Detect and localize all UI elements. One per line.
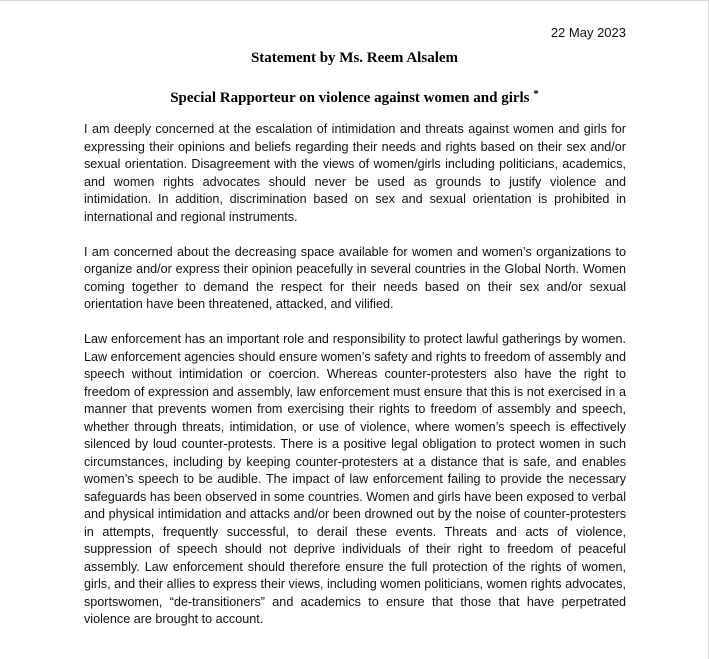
subtitle-text: Special Rapporteur on violence against women and girls <box>170 90 530 106</box>
paragraph: I am concerned about the decreasing space available for women and women’s organizations to organize and/or express their opinion peacefully in several countries in the Global North. Women coming together to demand the respect for their needs based on their sex and/or sexual orientation have been threatened, attacked, and vilified. <box>84 244 626 311</box>
paragraph: I am deeply concerned at the escalation of intimidation and threats against women and girls for expressing their opinions and beliefs regarding their needs and rights based on their sex and/or sexual orientation. Disagreement with the views of women/girls including politicians, academics, and women rights advocates should never be used as grounds to justify violence and intimidation. In addition, discrimination based on sex and sexual orientation is prohibited in international and regional instruments. <box>84 122 626 224</box>
footnote-mark: * <box>533 88 539 100</box>
document-body <box>84 121 626 646</box>
document-title: Statement by Ms. Reem Alsalem <box>250 50 459 66</box>
document-date: 22 May 2023 <box>550 25 626 40</box>
paragraph: Law enforcement has an important role and responsibility to protect lawful gatherings by women. Law enforcement agencies should ensure women’s safety and rights to freedom of assembly and speech without intimidation or coercion. Whereas counter-protesters also have the right to freedom of expression and assembly, law enforcement must ensure that this is not exercised in a manner that prevents women from exercising their rights to freedom of assembly and speech, whether through threats, intimidation, or use of violence, where women’s speech is effectively silenced by loud counter-protests. There is a positive legal obligation to protect women in such circumstances, including by keeping counter-protesters at a distance that is safe, and enables women’s speech to be audible. The impact of law enforcement failing to provide the necessary safeguards has been observed in some countries. Women and girls have been exposed to verbal and physical intimidation and attacks and/or been drowned out by the noise of counter-protesters in attempts, frequently successful, to derail these events. Threats and acts of violence, suppression of speech should not deprive individuals of their right to freedom of peaceful assembly. Law enforcement should therefore ensure the full protection of the rights of women, girls, and their allies to express their views, including women politicians, women rights advocates, sportswomen, “de-transitioners” and academics to ensure that those that have perpetrated violence are brought to account. <box>84 332 626 626</box>
document-subtitle <box>0 88 709 107</box>
